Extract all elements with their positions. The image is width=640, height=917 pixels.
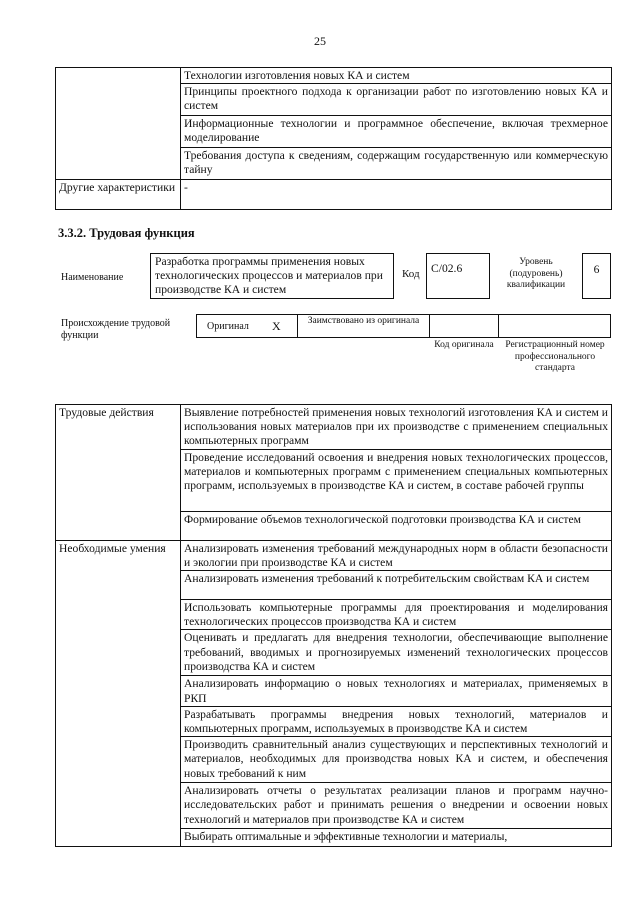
skill-item: Производить сравнительный анализ существующих и перспективных технологий и материалов, необходимых для производства новых КА и систем, и обеспечения новых требований к ним <box>181 737 612 783</box>
registration-number-box <box>498 314 611 338</box>
code-box <box>426 253 490 299</box>
original-code-box <box>429 314 499 338</box>
original-mark: X <box>272 319 281 333</box>
original-label: Оригинал <box>207 321 249 332</box>
level-label: Уровень (подуровень) квалификации <box>506 257 566 290</box>
level-box <box>582 253 611 299</box>
labor-actions-label: Трудовые действия <box>56 405 181 541</box>
code-caption: Код оригинала <box>434 340 494 350</box>
borrowed-box <box>297 314 430 338</box>
origin-label: Происхождение трудовой функции <box>61 318 171 341</box>
labor-action-item: Формирование объемов технологической подготовки производства КА и систем <box>181 511 612 540</box>
skill-item: Выбирать оптимальные и эффективные технологии и материалы, <box>181 829 612 847</box>
label-cell-empty <box>56 68 181 180</box>
page-number: 25 <box>314 34 326 48</box>
name-label: Наименование <box>61 272 124 283</box>
knowledge-table <box>55 67 612 210</box>
knowledge-item: Технологии изготовления новых КА и систем <box>181 68 612 84</box>
knowledge-item: Информационные технологии и программное обеспечение, включая трехмерное моделирование <box>181 116 612 148</box>
skill-item: Оценивать и предлагать для внедрения технологии, обеспечивающие выполнение требований, вводимых и прогнозируемых изменений технологических процессов производства КА и систем <box>181 630 612 676</box>
other-characteristics-value: - <box>181 180 612 210</box>
skill-item: Анализировать изменения требований к потребительским свойствам КА и систем <box>181 571 612 600</box>
code-label: Код <box>402 268 420 280</box>
skill-item: Анализировать отчеты о результатах реализации планов и программ научно-исследовательских работ и принимать решения о внедрении и освоении новых технологий и материалов при производстве КА и систем <box>181 783 612 829</box>
section-title: 3.3.2. Трудовая функция <box>58 226 195 240</box>
function-code: С/02.6 <box>431 262 463 275</box>
skill-item: Использовать компьютерные программы для проектирования и моделирования технологических процессов производства КА и систем <box>181 600 612 630</box>
labor-function-table <box>55 404 612 847</box>
skill-item: Анализировать изменения требований международных норм в области безопасности и экологии при производстве КА и систем <box>181 540 612 570</box>
skills-label: Необходимые умения <box>56 540 181 847</box>
level-value: 6 <box>593 263 600 276</box>
labor-action-item: Проведение исследований освоения и внедрения новых технологических процессов, материалов и компьютерных программ с применением специальных компьютерных программ, используемых в производстве КА и систем, в составе рабочей группы <box>181 449 612 511</box>
skill-item: Разрабатывать программы внедрения новых технологий, материалов и компьютерных программ, используемых в производстве КА и систем <box>181 706 612 736</box>
registration-caption: Регистрационный номер профессионального стандарта <box>505 340 605 373</box>
skill-item: Анализировать информацию о новых технологиях и материалах, применяемых в РКП <box>181 676 612 706</box>
function-name: Разработка программы применения новых технологических процессов и материалов при производстве КА и систем <box>155 255 383 296</box>
knowledge-item: Требования доступа к сведениям, содержащим государственную или коммерческую тайну <box>181 148 612 180</box>
labor-action-item: Выявление потребностей применения новых технологий изготовления КА и систем и использования новых материалов при их производстве с применением специальных компьютерных программ <box>181 405 612 450</box>
other-characteristics-label: Другие характеристики <box>56 180 181 210</box>
origin-original-box <box>196 314 298 338</box>
name-value-box <box>150 253 394 299</box>
borrowed-label: Заимствовано из оригинала <box>307 316 420 326</box>
knowledge-item: Принципы проектного подхода к организации работ по изготовлению новых КА и систем <box>181 84 612 116</box>
